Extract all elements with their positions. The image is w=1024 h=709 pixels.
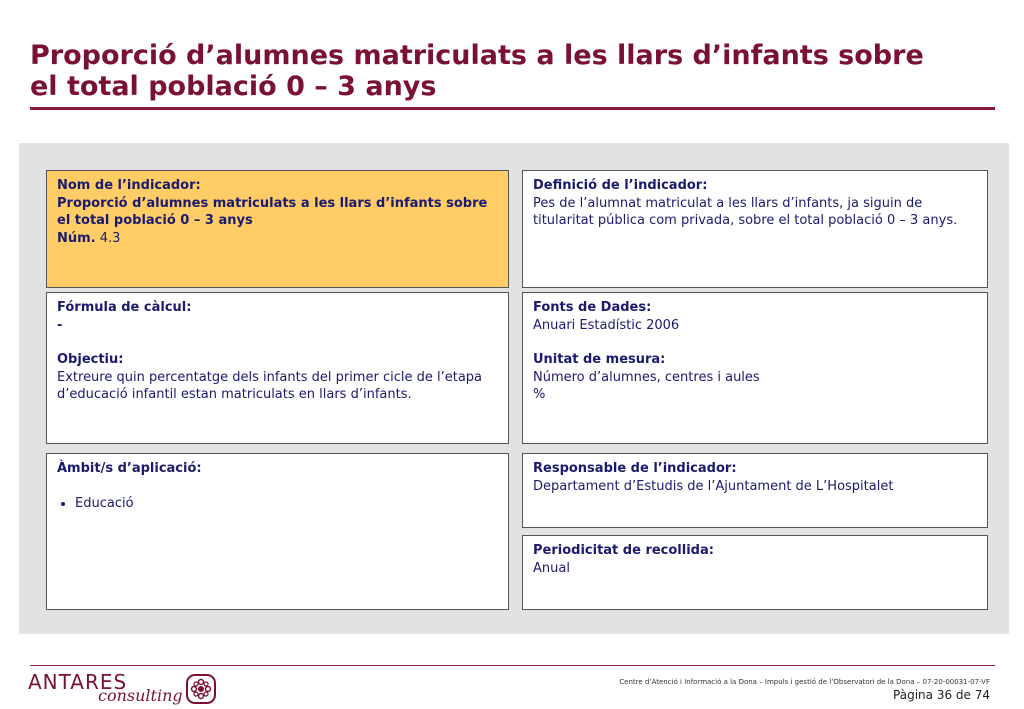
definition-box — [522, 170, 988, 288]
definition-label: Definició de l’indicador: — [533, 178, 708, 193]
footer-text: Centre d’Atenció i Informació a la Dona – Impuls i gestió de l’Observatori de la Dona – 07-20-00031-07-VF — [619, 678, 990, 686]
unit-value-2: % — [533, 387, 546, 402]
page-number: Pàgina 36 de 74 — [893, 688, 990, 702]
frequency-box — [522, 535, 988, 610]
sources-value: Anuari Estadístic 2006 — [533, 317, 680, 333]
formula-box — [46, 292, 509, 444]
logo-text: ANTARES — [28, 670, 128, 694]
indicator-number-value: 4.3 — [99, 230, 121, 246]
indicator-number-label: Núm. — [57, 230, 96, 246]
indicator-name-label: Nom de l’indicador: — [57, 178, 201, 193]
scope-list — [57, 495, 498, 513]
scope-item: • Educació — [75, 495, 498, 513]
frequency-value: Anual — [533, 560, 570, 576]
unit-value-1: Número d’alumnes, centres i aules — [533, 369, 760, 385]
page-title — [30, 40, 990, 102]
sources-label: Fonts de Dades: — [533, 300, 652, 315]
frequency-label: Periodicitat de recollida: — [533, 543, 714, 558]
indicator-name-value: Proporció d’alumnes matriculats a les llars d’infants sobre el total població 0 – 3 anys — [57, 195, 488, 228]
sources-box — [522, 292, 988, 444]
objective-label: Objectiu: — [57, 352, 124, 367]
responsible-label: Responsable de l’indicador: — [533, 461, 737, 476]
scope-box — [46, 453, 509, 610]
responsible-box — [522, 453, 988, 528]
scope-label: Àmbit/s d’aplicació: — [57, 461, 202, 476]
logo-flower-icon — [186, 674, 216, 704]
definition-value: Pes de l’alumnat matriculat a les llars d’infants, ja siguin de titularitat pública com privada, sobre el total població 0 – 3 anys. — [533, 195, 958, 228]
formula-label: Fórmula de càlcul: — [57, 300, 192, 315]
formula-value: - — [57, 317, 63, 333]
indicator-name-box — [46, 170, 509, 288]
unit-label: Unitat de mesura: — [533, 352, 666, 367]
page-title-line2: el total població 0 – 3 anys — [30, 71, 437, 102]
responsible-value: Departament d’Estudis de l’Ajuntament de L’Hospitalet — [533, 478, 894, 494]
title-divider — [30, 107, 995, 110]
logo-subtext: consulting — [98, 686, 183, 705]
page-title-line1: Proporció d’alumnes matriculats a les llars d’infants sobre — [30, 40, 924, 71]
footer-divider — [30, 665, 995, 666]
objective-value: Extreure quin percentatge dels infants del primer cicle de l’etapa d’educació infantil estan matriculats en llars d’infants. — [57, 369, 483, 402]
